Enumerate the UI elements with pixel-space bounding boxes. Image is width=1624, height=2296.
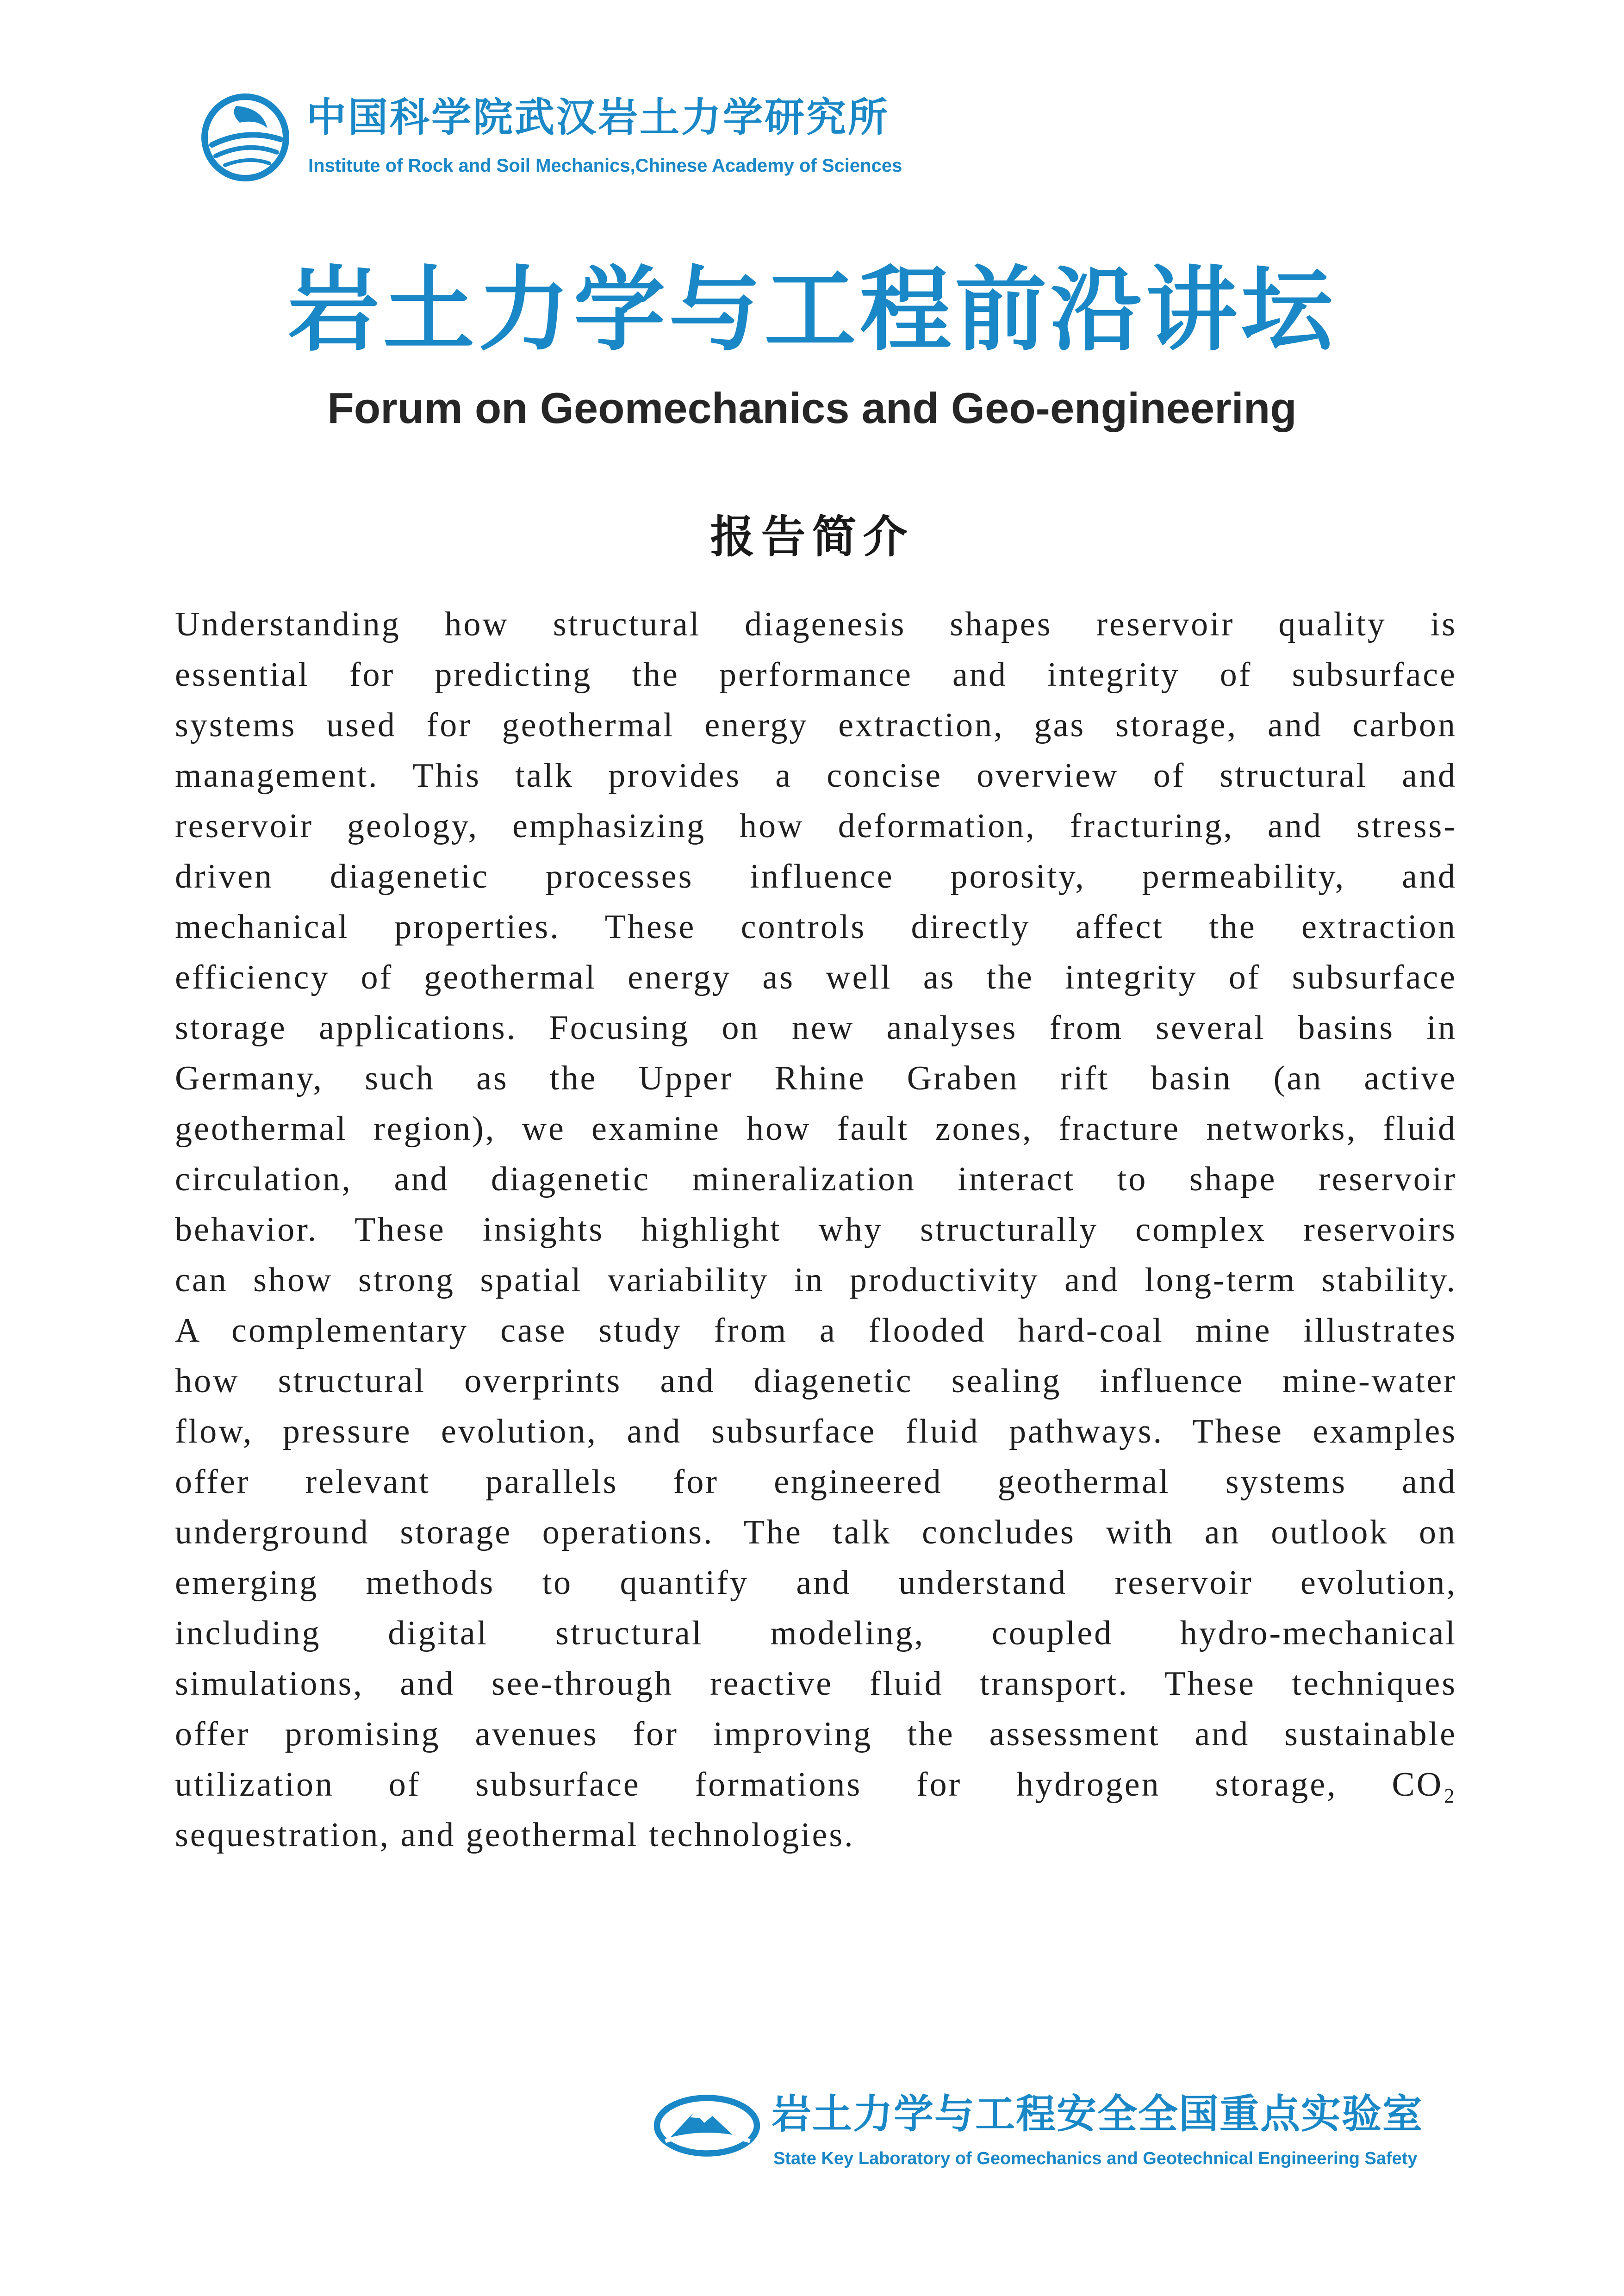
lab-name-en: State Key Laboratory of Geomechanics and Geotechnical Engineering Safety: [773, 2149, 1418, 2168]
abstract-line: circulation, and diagenetic mineralization interact to shape reservoir: [175, 1160, 1457, 1198]
lab-name-cn: 岩土力学与工程安全全国重点实验室: [772, 2091, 1423, 2137]
abstract-line: essential for predicting the performance and integrity of subsurface: [175, 656, 1457, 694]
abstract-line: offer promising avenues for improving the assessment and sustainable: [175, 1715, 1457, 1753]
institute-name-cn: 中国科学院武汉岩土力学研究所: [306, 94, 890, 141]
abstract-line: A complementary case study from a flooded hard-coal mine illustrates: [175, 1312, 1457, 1350]
abstract-line: behavior. These insights highlight why structurally complex reservoirs: [175, 1211, 1457, 1249]
abstract-line: flow, pressure evolution, and subsurface fluid pathways. These examples: [175, 1412, 1457, 1450]
abstract-line: how structural overprints and diagenetic sealing influence mine-water: [175, 1362, 1457, 1400]
abstract-line: including digital structural modeling, coupled hydro-mechanical: [175, 1614, 1457, 1652]
abstract-line: driven diagenetic processes influence porosity, permeability, and: [175, 858, 1457, 896]
abstract-line: systems used for geothermal energy extraction, gas storage, and carbon: [175, 706, 1457, 744]
forum-title-en: Forum on Geomechanics and Geo-engineering: [327, 384, 1297, 432]
abstract-heading: 报告简介: [710, 511, 914, 563]
globe-swoosh-icon: [199, 91, 292, 184]
abstract-line: mechanical properties. These controls directly affect the extraction: [175, 908, 1457, 946]
abstract-line: reservoir geology, emphasizing how deformation, fracturing, and stress-: [175, 807, 1457, 845]
abstract-line: emerging methods to quantify and understand reservoir evolution,: [175, 1564, 1457, 1602]
abstract-line: geothermal region), we examine how fault zones, fracture networks, fluid: [175, 1110, 1457, 1148]
abstract-body: [175, 599, 1457, 1860]
forum-title-cn: 岩土力学与工程前沿讲坛: [287, 256, 1337, 363]
abstract-line: utilization of subsurface formations for hydrogen storage, CO₂: [175, 1766, 1457, 1804]
mountain-wave-icon: [650, 2091, 764, 2160]
abstract-line: Understanding how structural diagenesis shapes reservoir quality is: [175, 605, 1457, 643]
abstract-line: offer relevant parallels for engineered geothermal systems and: [175, 1463, 1457, 1501]
abstract-line: storage applications. Focusing on new analyses from several basins in: [175, 1009, 1457, 1047]
institute-header: [199, 86, 1263, 192]
institute-name-en: Institute of Rock and Soil Mechanics,Chinese Academy of Sciences: [308, 156, 902, 176]
abstract-line: can show strong spatial variability in productivity and long-term stability.: [175, 1261, 1457, 1299]
abstract-line: simulations, and see-through reactive fluid transport. These techniques: [175, 1665, 1457, 1703]
abstract-line: Germany, such as the Upper Rhine Graben rift basin (an active: [175, 1059, 1457, 1097]
abstract-line: efficiency of geothermal energy as well as the integrity of subsurface: [175, 958, 1457, 996]
abstract-line: management. This talk provides a concise overview of structural and: [175, 757, 1457, 795]
lab-footer: [650, 2083, 1474, 2184]
abstract-line: underground storage operations. The talk concludes with an outlook on: [175, 1513, 1457, 1551]
abstract-line: sequestration, and geothermal technologies.: [175, 1816, 855, 1854]
